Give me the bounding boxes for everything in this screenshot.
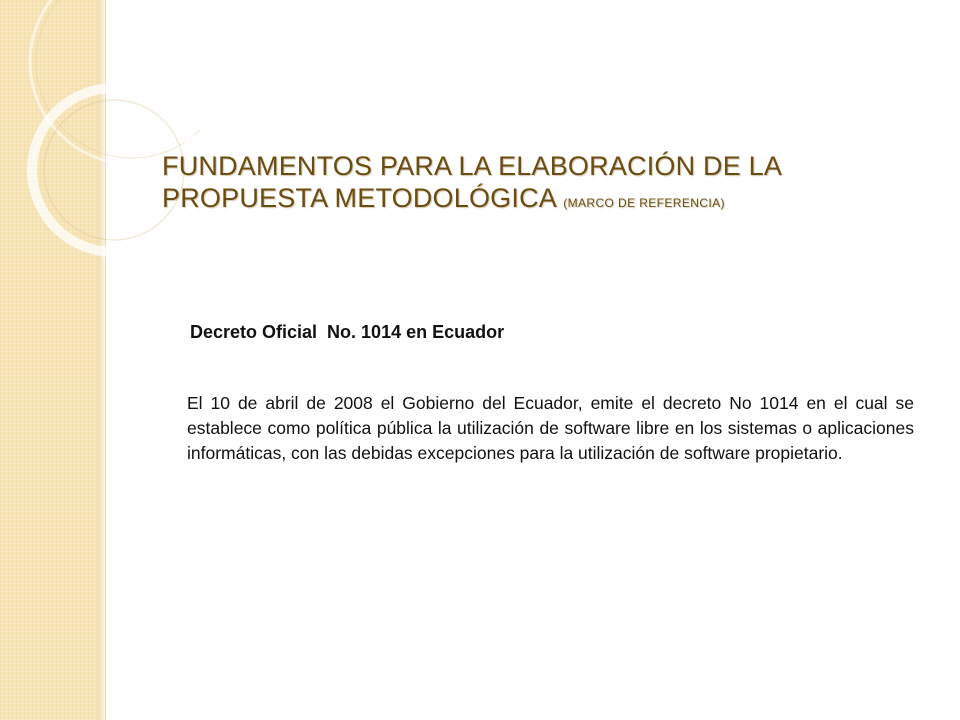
decor-ring-large xyxy=(30,0,200,164)
title-subtitle: (MARCO DE REFERENCIA) xyxy=(563,196,725,210)
slide-title xyxy=(162,150,902,219)
title-main: FUNDAMENTOS PARA LA ELABORACIÓN DE LA PROPUESTA METODOLÓGICA xyxy=(162,151,781,213)
section-heading: Decreto Oficial No. 1014 en Ecuador xyxy=(190,322,505,342)
body-paragraph: El 10 de abril de 2008 el Gobierno del Ecuador, emite el decreto No 1014 en el cual se establece como política pública la utilización de software libre en los sistemas o aplicaciones informáticas, con las debidas excepciones para la utilización de software propietario. xyxy=(187,393,914,463)
